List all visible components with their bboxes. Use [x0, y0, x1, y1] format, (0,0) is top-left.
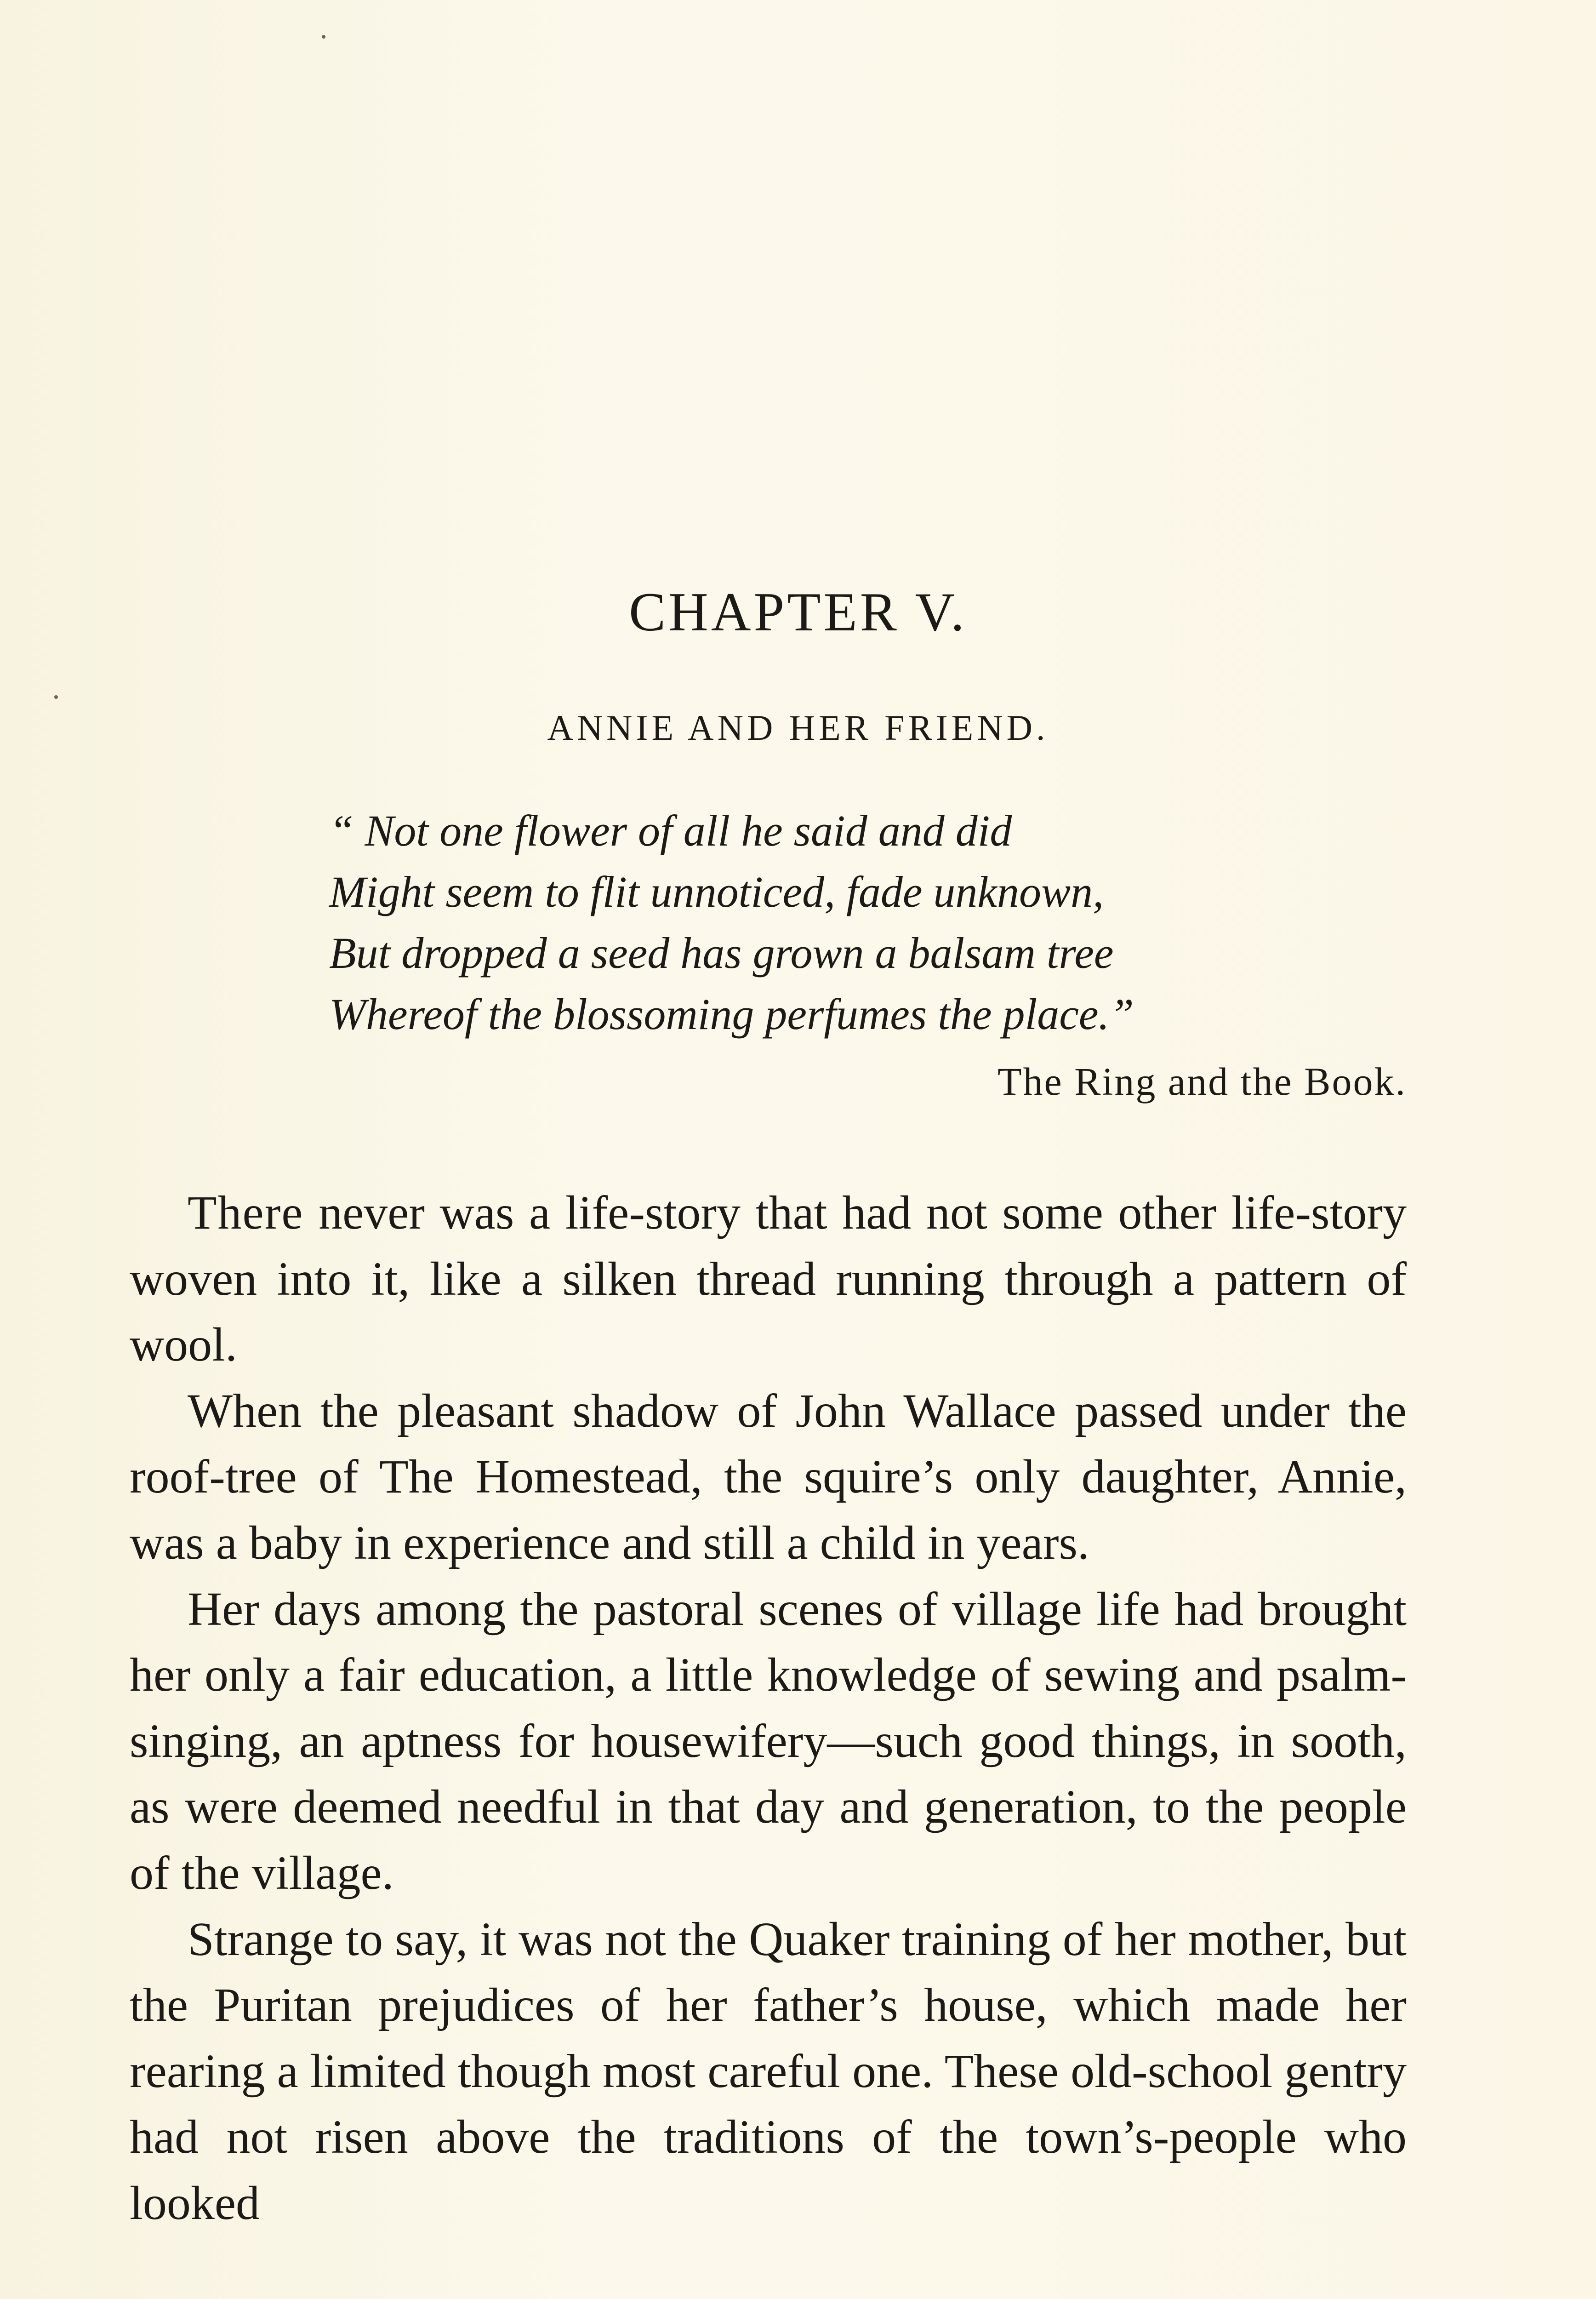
paragraph: When the pleasant shadow of John Wallace passed under the roof-tree of The Homestead, the squire’s only daughter, Annie, was a baby in experience and still a child in years. [130, 1384, 1407, 1569]
chapter-title: CHAPTER V. [629, 581, 967, 642]
epigraph-attribution: The Ring and the Book. [997, 1059, 1407, 1104]
body-text [130, 1180, 1407, 2236]
epigraph-line: Whereof the blossoming perfumes the place.” [329, 989, 1134, 1039]
paragraph: Her days among the pastoral scenes of village life had brought her only a fair education, a little knowledge of sewing and psalm-singing, an aptness for housewifery—such good things, in sooth, as were deemed needful in that day and generation, to the people of the village. [130, 1582, 1407, 1899]
chapter-subtitle: ANNIE AND HER FRIEND. [547, 708, 1049, 748]
paragraph-text: never was a life-story that had not some other life-story woven into it, like a silken thread running through a pattern of wool. [130, 1186, 1407, 1372]
epigraph-line: Might seem to flit unnoticed, fade unknown, [329, 867, 1104, 916]
epigraph-line: “ Not one flower of all he said and did [329, 806, 1012, 855]
epigraph-line: But dropped a seed has grown a balsam tree [329, 928, 1114, 978]
paragraph: Strange to say, it was not the Quaker training of her mother, but the Puritan prejudices of her father’s house, which made her rearing a limited though most careful one. These old-school gentry had not risen above the traditions of the town’s-people who looked [130, 1912, 1407, 2230]
paragraph-lead-word: There [188, 1186, 304, 1239]
paragraph [130, 1180, 1407, 1378]
ink-speck [54, 695, 58, 699]
epigraph [329, 800, 1134, 1045]
ink-speck [322, 35, 325, 39]
